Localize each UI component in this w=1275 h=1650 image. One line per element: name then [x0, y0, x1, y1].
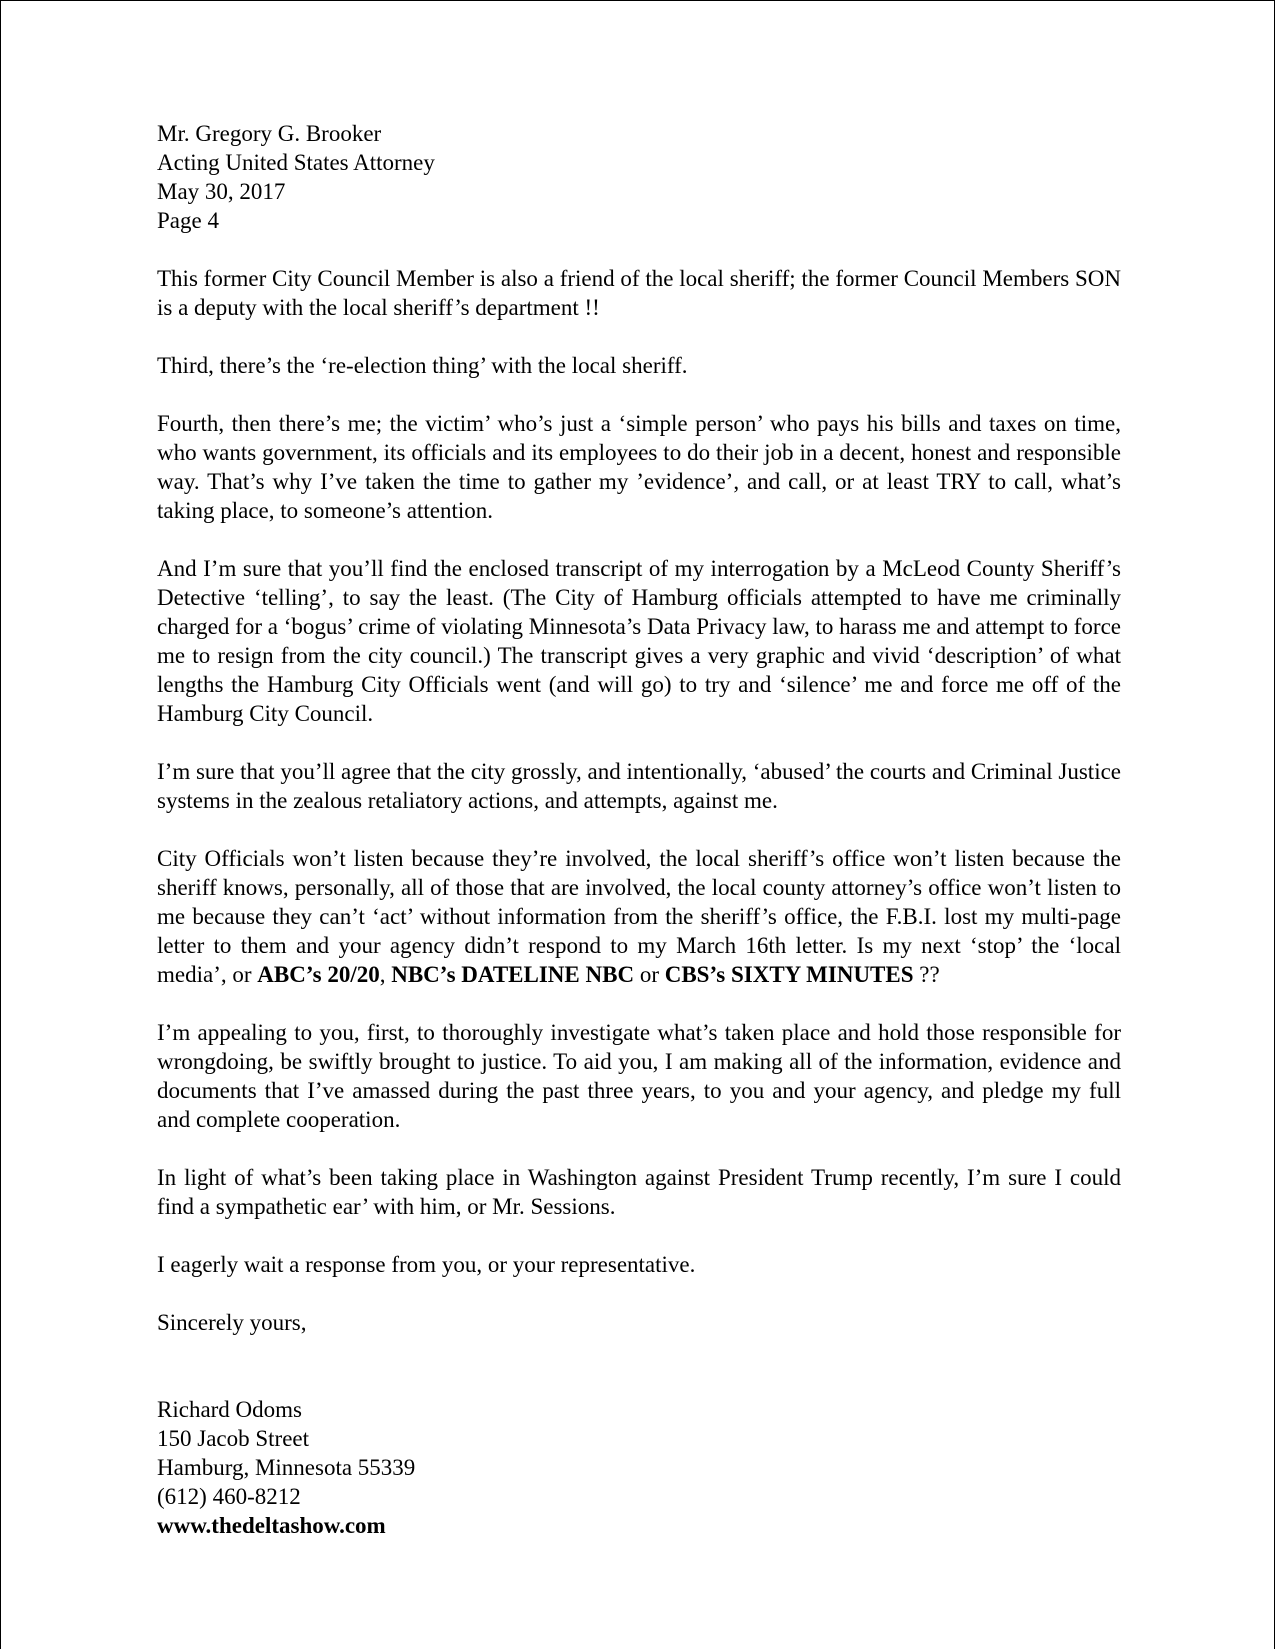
- page-number: Page 4: [157, 208, 219, 233]
- paragraph-9: I eagerly wait a response from you, or your representative.: [157, 1252, 696, 1277]
- media-cbs: CBS’s SIXTY MINUTES: [664, 962, 914, 987]
- letter-content: [157, 119, 1121, 1540]
- signer-city: Hamburg, Minnesota 55339: [157, 1455, 416, 1480]
- paragraph-2: Third, there’s the ‘re-election thing’ with the local sheriff.: [157, 353, 688, 378]
- signer-street: 150 Jacob Street: [157, 1426, 310, 1451]
- separator: or: [634, 962, 665, 987]
- paragraph-4: And I’m sure that you’ll find the enclosed transcript of my interrogation by a McLeod County Sheriff’s Detective ‘telling’, to say the least. (The City of Hamburg officials attempted to have me criminally charged for a ‘bogus’ crime of violating Minnesota’s Data Privacy law, to harass me and attempt to force me to resign from the city council.) The transcript gives a very graphic and vivid ‘description’ of what lengths the Hamburg City Officials went (and will go) to try and ‘silence’ me and force me off of the Hamburg City Council.: [157, 556, 1121, 726]
- recipient-title: Acting United States Attorney: [157, 150, 435, 175]
- recipient-name: Mr. Gregory G. Brooker: [157, 121, 382, 146]
- signer-phone: (612) 460-8212: [157, 1484, 301, 1509]
- letter-header: [157, 119, 1121, 235]
- media-abc: ABC’s 20/20: [257, 962, 380, 987]
- paragraph-6: [157, 844, 1121, 989]
- separator: ,: [379, 962, 392, 987]
- paragraph-5: I’m sure that you’ll agree that the city grossly, and intentionally, ‘abused’ the courts and Criminal Justice systems in the zealous retaliatory actions, and attempts, against me.: [157, 759, 1121, 813]
- paragraph-8: In light of what’s been taking place in Washington against President Trump recently, I’m sure I could find a sympathetic ear’ with him, or Mr. Sessions.: [157, 1165, 1121, 1219]
- paragraph-1: This former City Council Member is also a friend of the local sheriff; the former Council Members SON is a deputy with the local sheriff’s department !!: [157, 266, 1121, 320]
- paragraph-6-end: ??: [913, 962, 940, 987]
- closing-salutation: Sincerely yours,: [157, 1310, 307, 1335]
- paragraph-3: Fourth, then there’s me; the victim’ who’s just a ‘simple person’ who pays his bills and taxes on time, who wants government, its officials and its employees to do their job in a decent, honest and responsible way. That’s why I’ve taken the time to gather my ’evidence’, and call, or at least TRY to call, what’s taking place, to someone’s attention.: [157, 411, 1121, 523]
- signer-website: www.thedeltashow.com: [157, 1513, 386, 1538]
- paragraph-7: I’m appealing to you, first, to thoroughly investigate what’s taken place and hold those responsible for wrongdoing, be swiftly brought to justice. To aid you, I am making all of the information, evidence and documents that I’ve amassed during the past three years, to you and your agency, and pledge my full and complete cooperation.: [157, 1020, 1121, 1132]
- letter-date: May 30, 2017: [157, 179, 286, 204]
- media-nbc: NBC’s DATELINE NBC: [391, 962, 635, 987]
- signature-block: [157, 1395, 1121, 1540]
- paragraph-6-text: City Officials won’t listen because they’re involved, the local sheriff’s office won’t listen because the sheriff knows, personally, all of those that are involved, the local county attorney’s office won’t listen to me because they can’t ‘act’ without information from the sheriff’s office, the F.B.I. lost my multi-page letter to them and your agency didn’t respond to my March 16th letter. Is my next ‘stop’ the ‘local media’, or: [157, 846, 1121, 987]
- signer-name: Richard Odoms: [157, 1397, 303, 1422]
